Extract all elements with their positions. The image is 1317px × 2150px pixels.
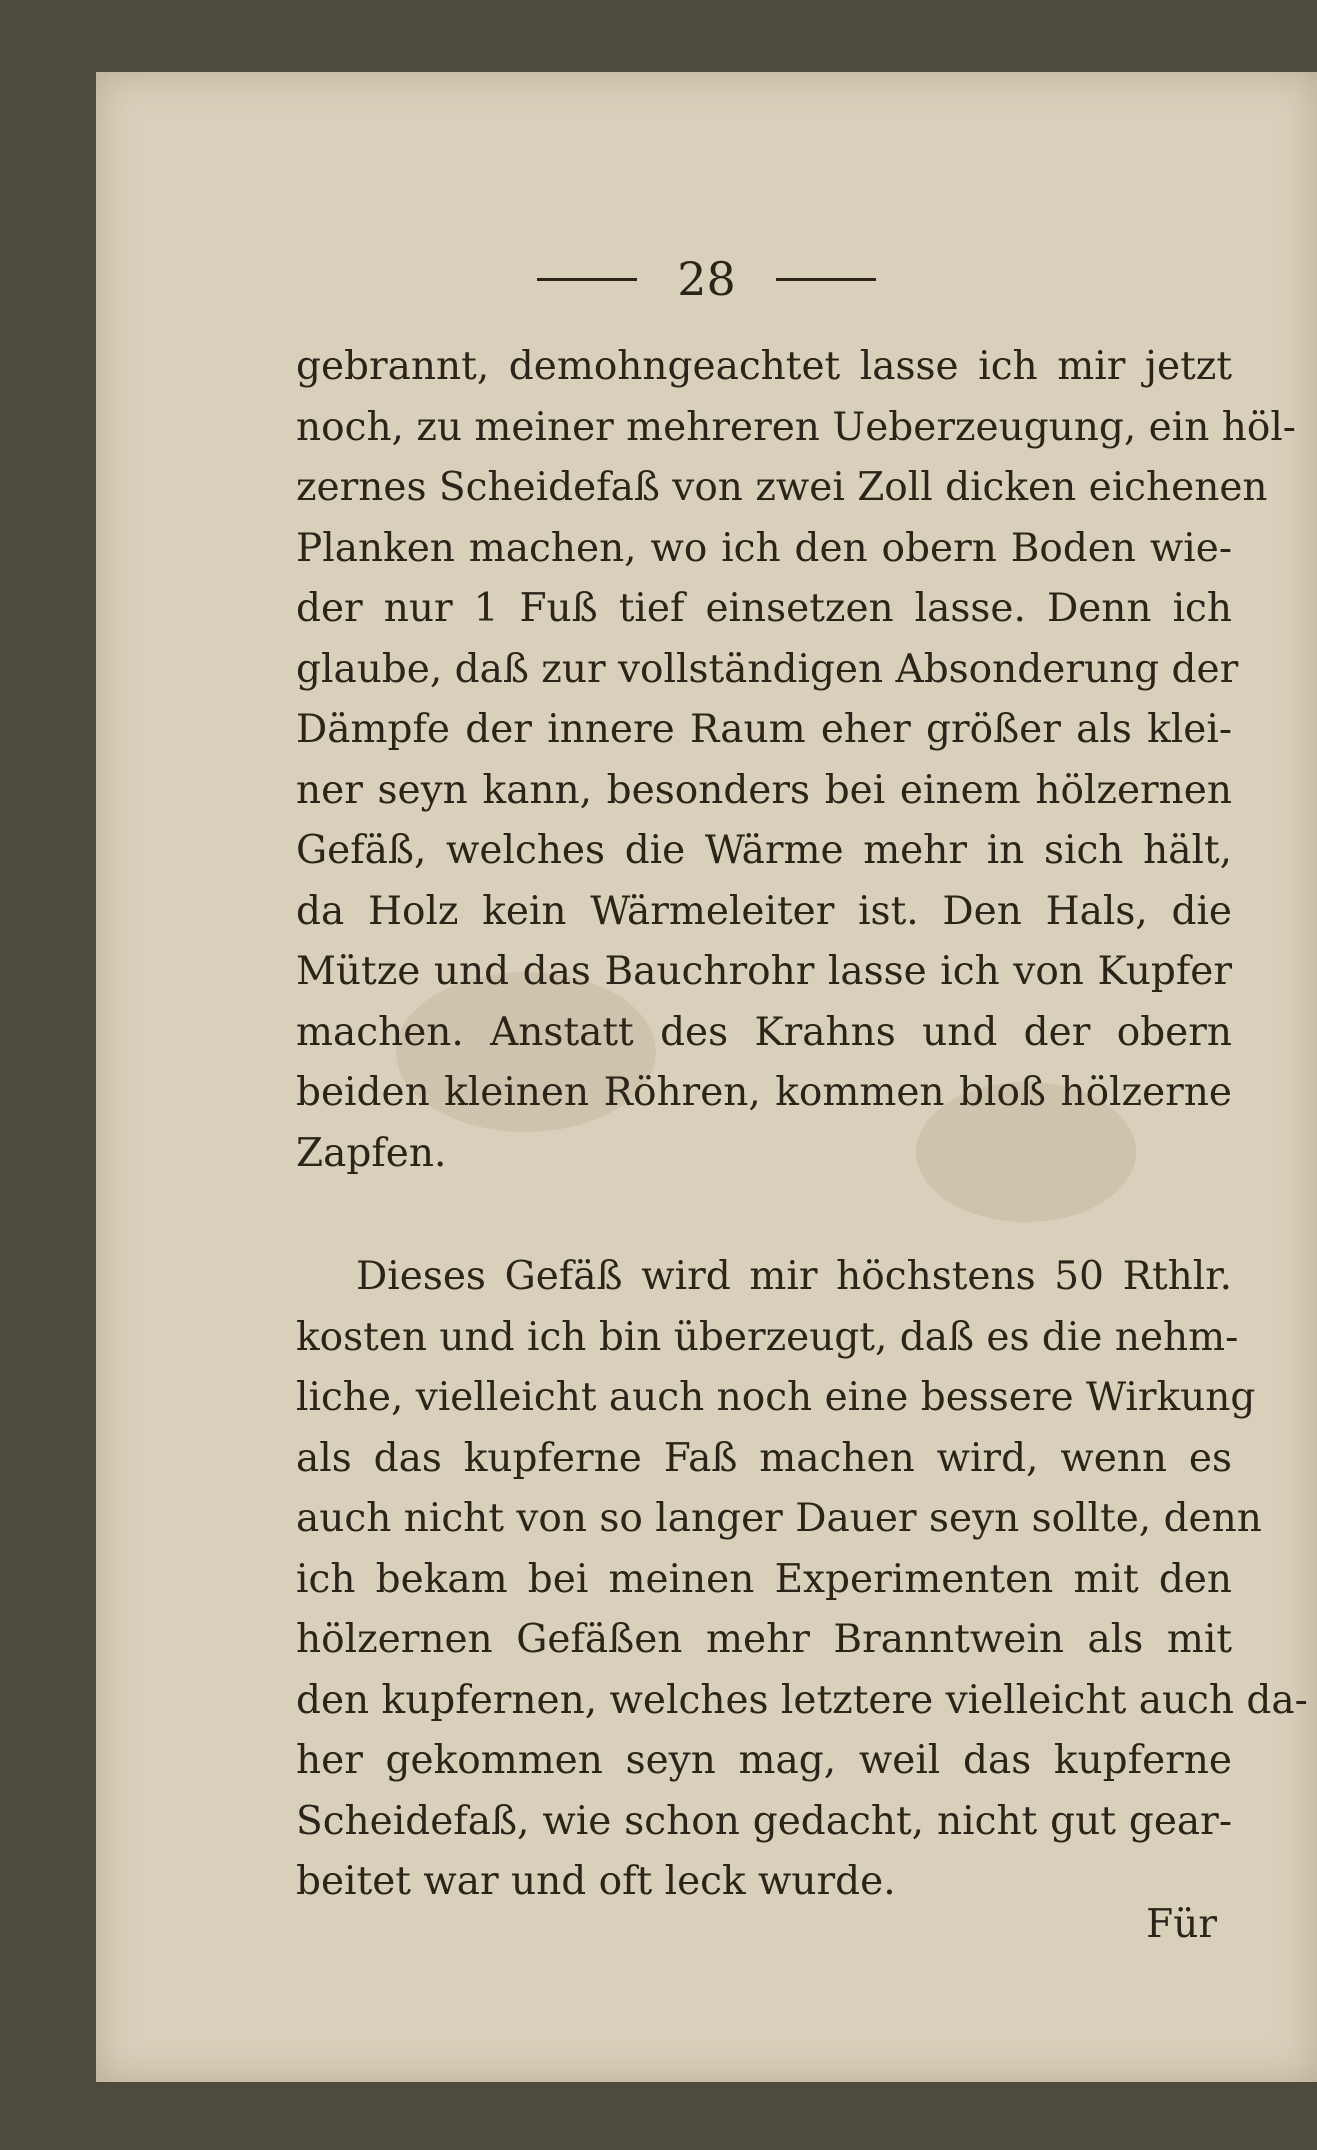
text-line: auch nicht von so langer Dauer seyn sollte, denn: [296, 1496, 1262, 1541]
text-line: zernes Scheidefaß von zwei Zoll dicken eichenen: [296, 465, 1268, 510]
paragraph-2: [296, 1247, 1308, 1913]
catchword: Für: [1146, 1902, 1217, 1947]
text-line: Dämpfe der innere Raum eher größer als klei-: [296, 707, 1232, 752]
text-line: Dieses Gefäß wird mir höchstens 50 Rthlr.: [356, 1254, 1232, 1299]
text-line: kosten und ich bin überzeugt, daß es die nehm-: [296, 1314, 1239, 1360]
text-line: beitet war und oft leck wurde.: [296, 1859, 896, 1904]
text-line: Scheidefaß, wie schon gedacht, nicht gut gear-: [296, 1798, 1232, 1844]
text-line: ich bekam bei meinen Experimenten mit den: [296, 1556, 1232, 1602]
text-line: da Holz kein Wärmeleiter ist. Den Hals, die: [296, 888, 1232, 934]
text-line: noch, zu meiner mehreren Ueberzeugung, ein höl-: [296, 404, 1296, 450]
text-line: her gekommen seyn mag, weil das kupferne: [296, 1738, 1232, 1783]
text-line: den kupfernen, welches letztere vielleicht auch da-: [296, 1677, 1308, 1723]
text-line: liche, vielleicht auch noch eine bessere Wirkung: [296, 1375, 1256, 1420]
paragraph-1: [296, 337, 1296, 1184]
text-line: gebrannt, demohngeachtet lasse ich mir jetzt: [296, 344, 1232, 389]
text-line: machen. Anstatt des Krahns und der obern: [296, 1009, 1232, 1055]
text-line: hölzernen Gefäßen mehr Branntwein als mit: [296, 1617, 1232, 1662]
text-line: der nur 1 Fuß tief einsetzen lasse. Denn ich: [296, 586, 1232, 631]
header-rule-right: [776, 278, 876, 281]
text-line: Gefäß, welches die Wärme mehr in sich hält,: [296, 828, 1232, 873]
text-line: als das kupferne Faß machen wird, wenn es: [296, 1435, 1232, 1481]
text-line: Zapfen.: [296, 1130, 447, 1176]
text-line: glaube, daß zur vollständigen Absonderung der: [296, 646, 1239, 692]
page-header: [96, 252, 1317, 306]
book-page: [96, 72, 1317, 2082]
header-rule-left: [537, 278, 637, 281]
text-line: Mütze und das Bauchrohr lasse ich von Kupfer: [296, 949, 1232, 994]
text-line: beiden kleinen Röhren, kommen bloß hölzerne: [296, 1070, 1232, 1115]
text-line: Planken machen, wo ich den obern Boden wie-: [296, 525, 1232, 571]
page-number: 28: [677, 252, 736, 306]
text-line: ner seyn kann, besonders bei einem hölzernen: [296, 767, 1232, 813]
